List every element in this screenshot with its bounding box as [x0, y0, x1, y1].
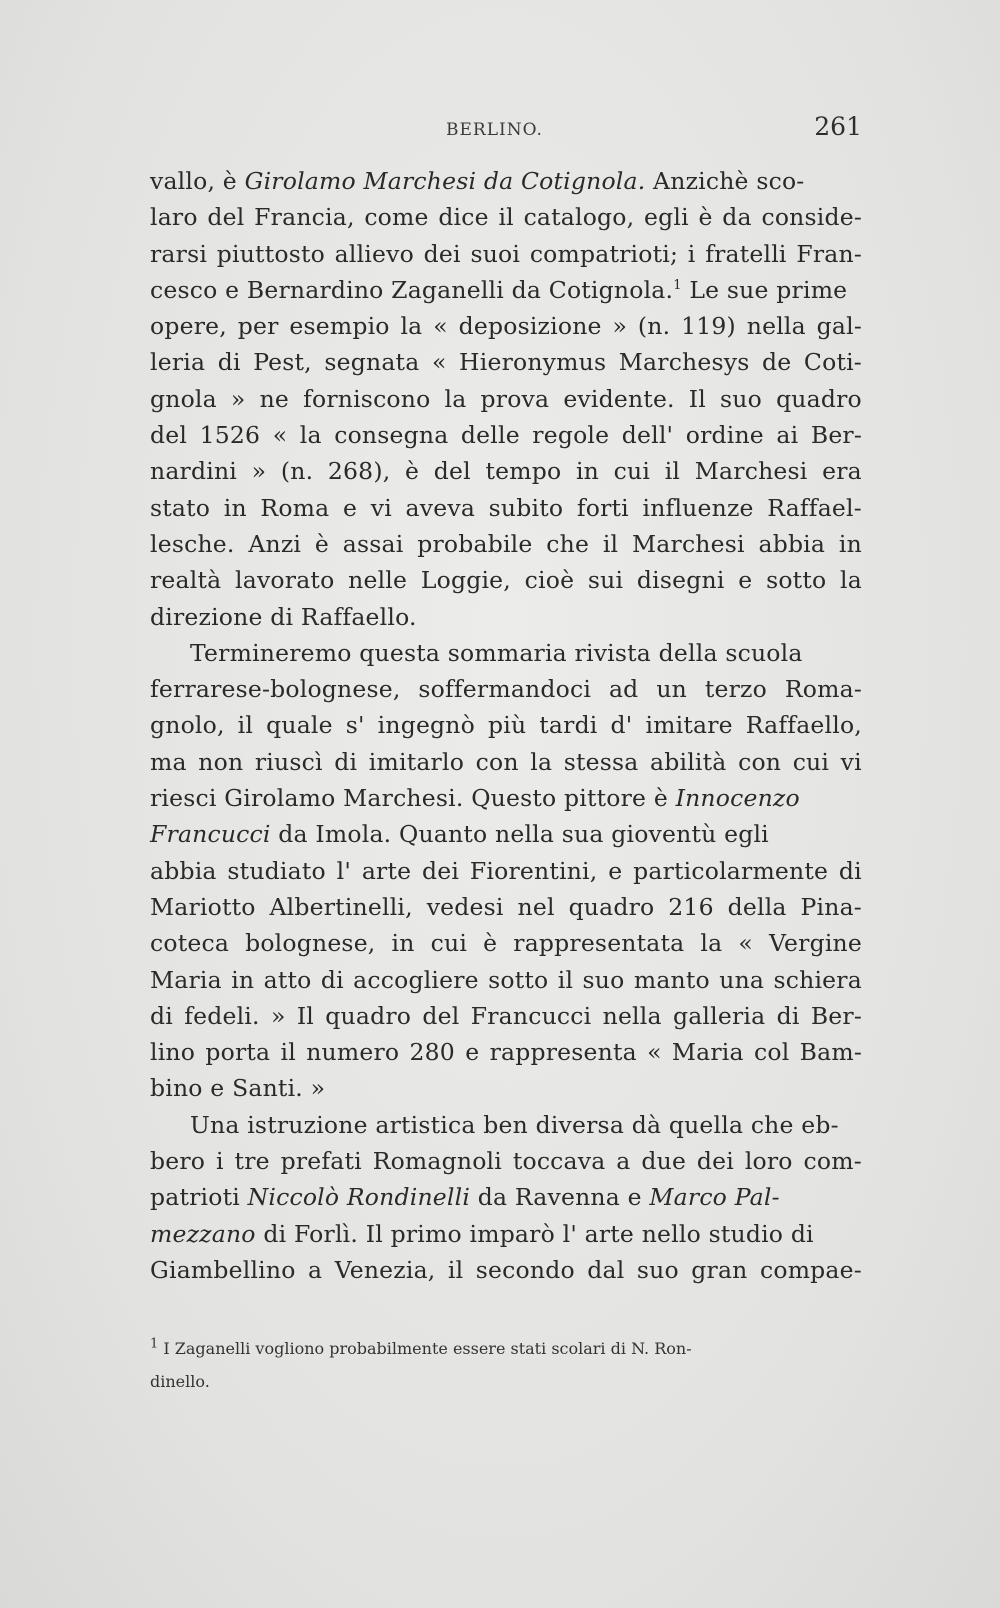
text-line	[150, 1143, 862, 1179]
word: la	[400, 312, 423, 341]
text-line	[150, 707, 862, 743]
text-span: Le sue prime	[681, 275, 848, 304]
word: a	[308, 1255, 323, 1284]
word: gnola	[150, 384, 217, 413]
footnote-line	[150, 1332, 862, 1365]
word: Francucci	[470, 1001, 592, 1030]
word: evidente.	[563, 384, 675, 413]
page-header	[150, 112, 862, 152]
word: per	[237, 312, 279, 341]
word: gran	[691, 1255, 748, 1284]
word: 1526	[199, 421, 261, 450]
text-line	[150, 1252, 862, 1288]
word: la	[700, 929, 723, 958]
word: della	[727, 892, 787, 921]
word: di	[334, 747, 358, 776]
word: disegni	[636, 566, 725, 595]
word: rappresentata	[513, 929, 685, 958]
word: suo	[720, 384, 762, 413]
word: porta	[205, 1038, 271, 1067]
word: Fiorentini,	[469, 856, 598, 885]
word: probabile	[417, 529, 533, 558]
word: de	[762, 348, 792, 377]
text-span: patrioti	[150, 1183, 248, 1212]
page-number: 261	[814, 112, 862, 141]
word: numero	[306, 1038, 400, 1067]
text-line	[150, 199, 862, 235]
word: ingegnò	[377, 711, 475, 740]
word: in	[391, 929, 415, 958]
word: la	[530, 747, 553, 776]
word: Coti-	[803, 348, 862, 377]
word: il	[280, 1038, 296, 1067]
paragraph-start: Una istruzione artistica ben diversa dà quella che eb-	[190, 1110, 839, 1139]
word: (n.	[280, 457, 314, 486]
word: Fran-	[796, 239, 862, 268]
word: da	[722, 203, 752, 232]
word: »	[270, 1001, 286, 1030]
running-head: BERLINO.	[446, 120, 543, 140]
word: Maria	[150, 965, 222, 994]
word: Francia,	[254, 203, 355, 232]
word: accogliere	[353, 965, 479, 994]
word: con	[475, 747, 519, 776]
word: vi	[840, 747, 862, 776]
word: una	[719, 965, 765, 994]
footnote-marker: 1	[673, 278, 682, 294]
word: Marchesi	[632, 529, 745, 558]
word: com-	[803, 1147, 862, 1176]
word: imitarlo	[368, 747, 465, 776]
word: (n.	[637, 312, 671, 341]
word: Hieronymus	[459, 348, 607, 377]
word: e	[738, 566, 753, 595]
text-line	[150, 453, 862, 489]
word: di	[838, 856, 862, 885]
word: galleria	[672, 1001, 766, 1030]
word: suoi	[470, 239, 521, 268]
word: dei	[696, 1147, 734, 1176]
paragraph-start: Termineremo questa sommaria rivista della scuola	[190, 638, 803, 667]
word: riuscì	[254, 747, 323, 776]
word: suo	[582, 965, 625, 994]
word: ad	[608, 675, 639, 704]
word: in	[231, 965, 255, 994]
word: «	[738, 929, 753, 958]
text-line	[150, 526, 862, 562]
word: rappresenta	[489, 1038, 637, 1067]
word: Raffael-	[767, 493, 862, 522]
word: del	[433, 457, 471, 486]
word: Venezia,	[334, 1255, 436, 1284]
word: «	[431, 348, 447, 377]
word: toccava	[512, 1147, 606, 1176]
word: Ber-	[810, 421, 862, 450]
word: assai	[342, 529, 404, 558]
word: aveva	[405, 493, 476, 522]
text-line	[150, 962, 862, 998]
word: in	[575, 457, 600, 486]
word: che	[546, 529, 590, 558]
word: «	[272, 421, 288, 450]
text-span: riesci Girolamo Marchesi. Questo pittore è	[150, 784, 676, 813]
word: schiera	[773, 965, 862, 994]
word: nella	[746, 312, 806, 341]
word: nel	[517, 892, 555, 921]
text-line	[150, 744, 862, 780]
italic-name: Marco Pal-	[649, 1183, 780, 1212]
word: di	[217, 348, 241, 377]
text-span: da Imola. Quanto nella sua gioventù egli	[270, 820, 769, 849]
word: realtà	[150, 566, 222, 595]
word: Loggie,	[420, 566, 511, 595]
word: 268),	[327, 457, 391, 486]
word: cioè	[524, 566, 575, 595]
word: ai	[776, 421, 799, 450]
word: lavorato	[235, 566, 335, 595]
word: compatrioti;	[529, 239, 679, 268]
word: fedeli.	[184, 1001, 260, 1030]
word: opere,	[150, 312, 227, 341]
footnote	[150, 1332, 862, 1398]
word: atto	[263, 965, 312, 994]
word: tre	[234, 1147, 270, 1176]
word: del	[150, 421, 188, 450]
word: è	[405, 457, 420, 486]
text-line	[150, 1034, 862, 1070]
word: prova	[480, 384, 550, 413]
italic-name: Girolamo Marchesi da Cotignola.	[244, 167, 646, 195]
word: cui	[430, 929, 468, 958]
word: la	[299, 421, 322, 450]
word: cui	[613, 457, 651, 486]
word: 119)	[681, 312, 736, 341]
word: «	[433, 312, 448, 341]
word: ma	[150, 747, 187, 776]
word: il	[557, 965, 574, 994]
word: segnata	[324, 348, 420, 377]
text-line	[150, 490, 862, 526]
word: tardi	[539, 711, 598, 740]
word: nella	[602, 1001, 662, 1030]
word: due	[641, 1147, 687, 1176]
text-line	[150, 889, 862, 925]
word: soffermandoci	[418, 675, 592, 704]
word: il	[664, 457, 681, 486]
text-line	[150, 417, 862, 453]
word: secondo	[475, 1255, 575, 1284]
word: Il	[688, 384, 706, 413]
word: gnolo,	[150, 711, 225, 740]
word: e	[342, 493, 358, 522]
word: la	[840, 566, 862, 595]
word: quadro	[568, 892, 655, 921]
word: conside-	[761, 203, 862, 232]
word: forti	[576, 493, 629, 522]
word: gal-	[816, 312, 862, 341]
word: esempio	[289, 312, 390, 341]
word: s'	[345, 711, 365, 740]
word: regole	[532, 421, 610, 450]
word: col	[753, 1038, 790, 1067]
text-line	[150, 381, 862, 417]
word: leria	[150, 348, 206, 377]
word: Vergine	[769, 929, 862, 958]
text-line	[150, 925, 862, 961]
word: la	[444, 384, 467, 413]
word: d'	[610, 711, 633, 740]
word: Roma-	[784, 675, 862, 704]
word: manto	[633, 965, 710, 994]
word: in	[223, 493, 247, 522]
word: Il	[296, 1001, 315, 1030]
word: con	[738, 747, 782, 776]
footnote-line: dinello.	[150, 1372, 210, 1391]
word: di	[150, 1001, 173, 1030]
word: allievo	[334, 239, 414, 268]
word: forniscono	[303, 384, 431, 413]
text-line	[150, 816, 862, 852]
word: ordine	[685, 421, 764, 450]
word: fratelli	[705, 239, 787, 268]
word: Roma	[260, 493, 330, 522]
word: piuttosto	[216, 239, 325, 268]
word: egli	[644, 203, 689, 232]
word: imitare	[645, 711, 733, 740]
word: stato	[150, 493, 211, 522]
word: come	[364, 203, 429, 232]
text-line	[150, 344, 862, 380]
word: dice	[438, 203, 489, 232]
word: bolognese,	[245, 929, 376, 958]
word: dal	[587, 1255, 625, 1284]
word: »	[230, 384, 246, 413]
word: lesche.	[150, 529, 235, 558]
word: più	[487, 711, 527, 740]
word: dell'	[621, 421, 674, 450]
word: in	[838, 529, 862, 558]
word: Giambellino	[150, 1255, 296, 1284]
italic-name: Niccolò Rondinelli	[247, 1183, 471, 1212]
word: tempo	[485, 457, 562, 486]
text-line	[150, 163, 862, 199]
text-line	[150, 562, 862, 598]
word: 216	[668, 892, 714, 921]
word: suo	[636, 1255, 679, 1284]
word: delle	[460, 421, 520, 450]
word: il	[237, 711, 254, 740]
word: sotto	[488, 965, 549, 994]
word: Maria	[671, 1038, 744, 1067]
text-line	[150, 853, 862, 889]
word: quadro	[776, 384, 862, 413]
italic-name: mezzano	[150, 1219, 256, 1248]
text-span: cesco e Bernardino Zaganelli da Cotignola.	[150, 275, 674, 304]
text-span: di Forlì. Il primo imparò l' arte nello studio di	[255, 1219, 814, 1248]
word: nardini	[150, 457, 237, 486]
word: dei	[422, 856, 460, 885]
word: a	[616, 1147, 631, 1176]
word: Marchesys	[618, 348, 750, 377]
word: dei	[423, 239, 461, 268]
word: «	[647, 1038, 662, 1067]
word: abbia	[150, 856, 217, 885]
body-text	[150, 163, 862, 1288]
word: sotto	[766, 566, 827, 595]
word: e	[465, 1038, 480, 1067]
word: prefati	[280, 1147, 362, 1176]
word: il	[498, 203, 514, 232]
word: »	[251, 457, 267, 486]
word: di	[320, 965, 344, 994]
word: lino	[150, 1038, 196, 1067]
text-line	[150, 1179, 862, 1215]
word: è	[483, 929, 498, 958]
word: Anzi	[248, 529, 302, 558]
word: coteca	[150, 929, 230, 958]
word: vedesi	[426, 892, 504, 921]
word: l'	[336, 856, 352, 885]
word: abbia	[758, 529, 826, 558]
word: sui	[587, 566, 624, 595]
text-line	[150, 1216, 862, 1252]
word: arte	[361, 856, 412, 885]
word: il	[447, 1255, 464, 1284]
italic-name: Innocenzo	[675, 784, 800, 813]
word: Marchesi	[694, 457, 808, 486]
word: Romagnoli	[372, 1147, 502, 1176]
text-line: bino e Santi. »	[150, 1074, 326, 1103]
word: Mariotto	[150, 892, 256, 921]
word: e	[608, 856, 623, 885]
word: deposizione	[458, 312, 602, 341]
word: è	[698, 203, 713, 232]
word: quale	[266, 711, 333, 740]
text-line: direzione di Raffaello.	[150, 602, 417, 631]
word: il	[602, 529, 619, 558]
word: Raffaello,	[745, 711, 862, 740]
word: ne	[259, 384, 290, 413]
footnote-marker: 1	[150, 1336, 159, 1352]
word: i	[687, 239, 696, 268]
word: del	[422, 1001, 460, 1030]
word: loro	[744, 1147, 793, 1176]
word: terzo	[704, 675, 767, 704]
word: nelle	[348, 566, 408, 595]
word: di	[776, 1001, 800, 1030]
word: subito	[488, 493, 564, 522]
word: catalogo,	[523, 203, 635, 232]
word: Pina-	[800, 892, 862, 921]
text-span: vallo, è	[150, 167, 245, 195]
word: Albertinelli,	[269, 892, 413, 921]
word: influenze	[642, 493, 754, 522]
text-line	[150, 236, 862, 272]
text-line	[150, 780, 862, 816]
italic-name: Francucci	[150, 820, 271, 849]
text-line	[150, 671, 862, 707]
word: particolarmente	[633, 856, 829, 885]
text-line	[150, 998, 862, 1034]
word: 280	[409, 1038, 455, 1067]
word: vi	[370, 493, 392, 522]
word: Pest,	[253, 348, 312, 377]
word: è	[314, 529, 330, 558]
word: compae-	[759, 1255, 862, 1284]
word: rarsi	[150, 239, 208, 268]
text-line	[150, 272, 862, 308]
word: abilità	[650, 747, 727, 776]
word: cui	[792, 747, 830, 776]
text-span: Anzichè sco-	[645, 167, 805, 195]
word: ferrarese-bolognese,	[150, 675, 401, 704]
word: studiato	[227, 856, 326, 885]
text-line	[150, 308, 862, 344]
word: quadro	[325, 1001, 412, 1030]
word: Bam-	[799, 1038, 862, 1067]
word: consegna	[334, 421, 449, 450]
word: bero	[150, 1147, 206, 1176]
word: laro	[150, 203, 198, 232]
word: del	[207, 203, 245, 232]
word: era	[822, 457, 862, 486]
word: stessa	[563, 747, 639, 776]
word: un	[656, 675, 687, 704]
word: »	[612, 312, 628, 341]
word: non	[198, 747, 244, 776]
text-span: da Ravenna e	[470, 1183, 650, 1212]
word: i	[215, 1147, 224, 1176]
text-span: I Zaganelli vogliono probabilmente essere stati scolari di N. Ron-	[158, 1339, 692, 1358]
word: Ber-	[810, 1001, 862, 1030]
